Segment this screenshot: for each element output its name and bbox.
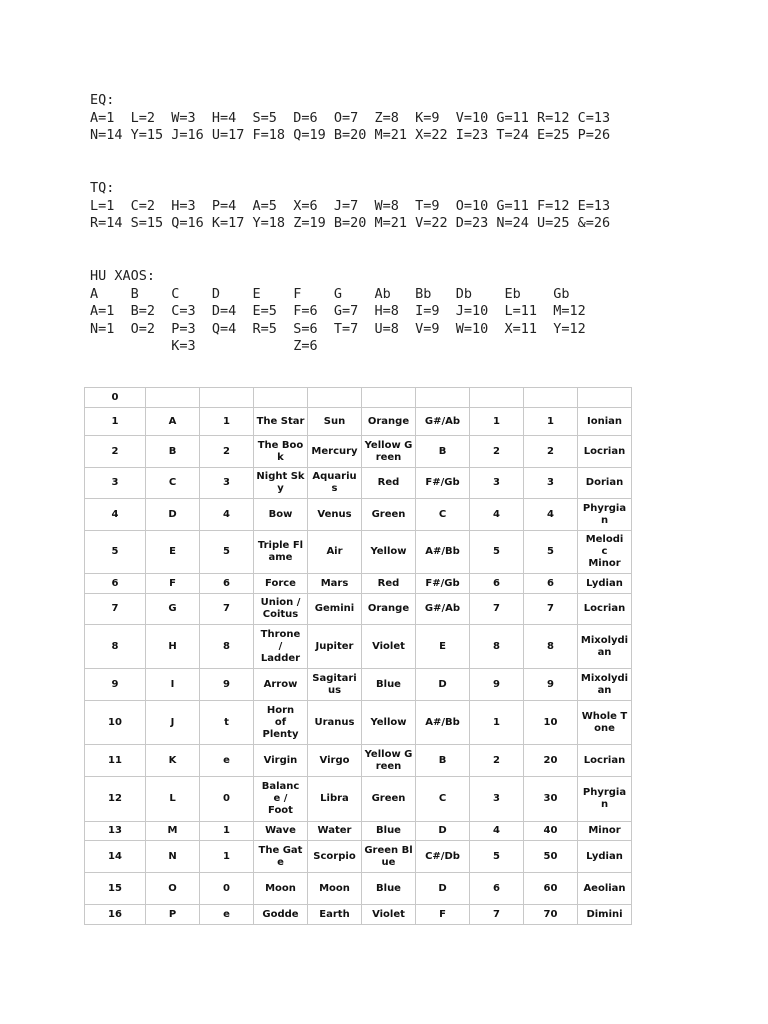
cell-index: 10 — [85, 701, 146, 745]
cell-scaled: 20 — [524, 745, 578, 777]
cell-scaled: 10 — [524, 701, 578, 745]
table-row — [85, 388, 632, 408]
cell-planet: Sagitarius — [308, 669, 362, 701]
tq-line: R=14 S=15 Q=16 K=17 Y=18 Z=19 B=20 M=21 V=22 D=23 N=24 U=25 &=26 — [90, 215, 611, 231]
cell-reduced: 7 — [470, 905, 524, 925]
cell-note — [416, 388, 470, 408]
table-row — [85, 669, 632, 701]
cell-color: Yellow Green — [362, 745, 416, 777]
cell-digit: 1 — [200, 822, 254, 841]
cell-note: C — [416, 499, 470, 531]
cell-index: 11 — [85, 745, 146, 777]
cell-planet: Mars — [308, 574, 362, 594]
cell-title: The Star — [254, 408, 308, 436]
hx-line: A=1 B=2 C=3 D=4 E=5 F=6 G=7 H=8 I=9 J=10 L=11 M=12 — [90, 303, 586, 319]
hx-line: HU XAOS: — [90, 268, 156, 284]
cell-planet: Earth — [308, 905, 362, 925]
cell-mode: Melodi c Minor — [578, 531, 632, 574]
cell-digit: 6 — [200, 574, 254, 594]
cell-mode: Lydian — [578, 841, 632, 873]
cell-index: 3 — [85, 468, 146, 499]
cell-color: Orange — [362, 594, 416, 625]
cell-digit: 2 — [200, 436, 254, 468]
cell-title: Night Sky — [254, 468, 308, 499]
cell-reduced: 2 — [470, 745, 524, 777]
cell-digit: 9 — [200, 669, 254, 701]
cell-index: 0 — [85, 388, 146, 408]
cell-title: Virgin — [254, 745, 308, 777]
hx-line: N=1 O=2 P=3 Q=4 R=5 S=6 T=7 U=8 V=9 W=10 X=11 Y=12 — [90, 320, 586, 337]
table-row — [85, 574, 632, 594]
cell-reduced: 5 — [470, 841, 524, 873]
cell-index: 4 — [85, 499, 146, 531]
eq-line: N=14 Y=15 J=16 U=17 F=18 Q=19 B=20 M=21 X=22 I=23 T=24 E=25 P=26 — [90, 127, 611, 143]
cell-letter: B — [146, 436, 200, 468]
cell-index: 13 — [85, 822, 146, 841]
cell-color: Yellow — [362, 701, 416, 745]
cell-title: Wave — [254, 822, 308, 841]
cell-note: F#/Gb — [416, 574, 470, 594]
cell-index: 6 — [85, 574, 146, 594]
cell-color: Green — [362, 499, 416, 531]
cell-reduced: 8 — [470, 625, 524, 669]
correspondence-table — [84, 387, 632, 925]
cell-index: 12 — [85, 777, 146, 822]
table-row — [85, 822, 632, 841]
cell-index: 16 — [85, 905, 146, 925]
cell-digit: 5 — [200, 531, 254, 574]
cell-title: The Gate — [254, 841, 308, 873]
cell-mode: Whole Tone — [578, 701, 632, 745]
cell-note: A#/Bb — [416, 701, 470, 745]
cell-title: Force — [254, 574, 308, 594]
table-row — [85, 701, 632, 745]
cell-reduced: 3 — [470, 777, 524, 822]
cell-reduced: 9 — [470, 669, 524, 701]
cell-scaled: 60 — [524, 873, 578, 905]
cell-reduced: 6 — [470, 873, 524, 905]
cell-planet: Sun — [308, 408, 362, 436]
table-row — [85, 499, 632, 531]
cell-color: Red — [362, 468, 416, 499]
cell-digit: 3 — [200, 468, 254, 499]
cell-note: A#/Bb — [416, 531, 470, 574]
cell-letter: I — [146, 669, 200, 701]
cell-letter: C — [146, 468, 200, 499]
cell-mode: Mixolydian — [578, 669, 632, 701]
cell-reduced: 2 — [470, 436, 524, 468]
table-row — [85, 408, 632, 436]
cell-planet: Mercury — [308, 436, 362, 468]
cell-planet: Virgo — [308, 745, 362, 777]
cell-letter — [146, 388, 200, 408]
cell-letter: L — [146, 777, 200, 822]
cell-digit — [200, 388, 254, 408]
cell-digit: 1 — [200, 841, 254, 873]
eq-line: EQ: — [90, 92, 115, 108]
cell-scaled: 8 — [524, 625, 578, 669]
cell-color: Yellow Green — [362, 436, 416, 468]
cell-title: Arrow — [254, 669, 308, 701]
cell-digit: e — [200, 905, 254, 925]
cell-note: D — [416, 669, 470, 701]
cell-planet: Venus — [308, 499, 362, 531]
cell-title: Horn of Plenty — [254, 701, 308, 745]
hx-line: A B C D E F G Ab Bb Db Eb Gb — [90, 285, 570, 302]
cell-letter: D — [146, 499, 200, 531]
cell-color: Green — [362, 777, 416, 822]
cell-digit: 8 — [200, 625, 254, 669]
cell-planet — [308, 388, 362, 408]
cell-color: Violet — [362, 625, 416, 669]
cell-reduced: 4 — [470, 822, 524, 841]
cell-planet: Scorpio — [308, 841, 362, 873]
cell-planet: Uranus — [308, 701, 362, 745]
tq-cipher-block — [90, 180, 610, 233]
table-row — [85, 841, 632, 873]
table-row — [85, 745, 632, 777]
cell-letter: H — [146, 625, 200, 669]
cell-note: D — [416, 873, 470, 905]
cell-scaled: 40 — [524, 822, 578, 841]
cell-letter: P — [146, 905, 200, 925]
cell-title: Bow — [254, 499, 308, 531]
cell-note: B — [416, 436, 470, 468]
cell-title: Union / Coitus — [254, 594, 308, 625]
cell-planet: Air — [308, 531, 362, 574]
cell-letter: M — [146, 822, 200, 841]
cell-digit: e — [200, 745, 254, 777]
cell-mode: Locrian — [578, 436, 632, 468]
eq-cipher-block — [90, 92, 610, 145]
cell-color: Red — [362, 574, 416, 594]
table-row — [85, 594, 632, 625]
cell-color: Yellow — [362, 531, 416, 574]
cell-index: 5 — [85, 531, 146, 574]
cell-planet: Aquarius — [308, 468, 362, 499]
cell-scaled: 70 — [524, 905, 578, 925]
cell-planet: Jupiter — [308, 625, 362, 669]
cell-note: F#/Gb — [416, 468, 470, 499]
hx-line: K=3 Z=6 — [90, 338, 318, 354]
cell-letter: F — [146, 574, 200, 594]
cell-reduced: 1 — [470, 701, 524, 745]
cell-mode: Locrian — [578, 745, 632, 777]
cell-mode: Aeolian — [578, 873, 632, 905]
table-row — [85, 625, 632, 669]
cell-mode: Dimini — [578, 905, 632, 925]
cell-mode: Phyrgian — [578, 499, 632, 531]
cell-color: Violet — [362, 905, 416, 925]
cell-title: Balanc e / Foot — [254, 777, 308, 822]
cell-reduced: 4 — [470, 499, 524, 531]
cell-title: Godde — [254, 905, 308, 925]
eq-line: A=1 L=2 W=3 H=4 S=5 D=6 O=7 Z=8 K=9 V=10 G=11 R=12 C=13 — [90, 109, 611, 126]
cell-color — [362, 388, 416, 408]
cell-letter: O — [146, 873, 200, 905]
cell-title: Triple Flame — [254, 531, 308, 574]
cell-scaled: 9 — [524, 669, 578, 701]
cell-planet: Moon — [308, 873, 362, 905]
cell-reduced — [470, 388, 524, 408]
cell-note: G#/Ab — [416, 594, 470, 625]
cell-digit: 4 — [200, 499, 254, 531]
cell-scaled: 3 — [524, 468, 578, 499]
cell-note: C — [416, 777, 470, 822]
cell-letter: G — [146, 594, 200, 625]
table-row — [85, 531, 632, 574]
cell-scaled: 4 — [524, 499, 578, 531]
cell-title: Throne / Ladder — [254, 625, 308, 669]
cell-mode: Locrian — [578, 594, 632, 625]
table-row — [85, 468, 632, 499]
table-row — [85, 777, 632, 822]
cell-digit: t — [200, 701, 254, 745]
cell-scaled: 7 — [524, 594, 578, 625]
cell-note: F — [416, 905, 470, 925]
cell-mode — [578, 388, 632, 408]
cell-planet: Libra — [308, 777, 362, 822]
cell-reduced: 7 — [470, 594, 524, 625]
cell-scaled: 5 — [524, 531, 578, 574]
tq-line: L=1 C=2 H=3 P=4 A=5 X=6 J=7 W=8 T=9 O=10 G=11 F=12 E=13 — [90, 197, 611, 214]
cell-mode: Phyrgian — [578, 777, 632, 822]
table-row — [85, 905, 632, 925]
cell-color: Blue — [362, 822, 416, 841]
cell-mode: Minor — [578, 822, 632, 841]
cell-letter: K — [146, 745, 200, 777]
cell-title — [254, 388, 308, 408]
cell-index: 7 — [85, 594, 146, 625]
cell-index: 14 — [85, 841, 146, 873]
cell-scaled: 1 — [524, 408, 578, 436]
hu-xaos-cipher-block — [90, 268, 586, 356]
cell-reduced: 5 — [470, 531, 524, 574]
cell-planet: Water — [308, 822, 362, 841]
cell-letter: A — [146, 408, 200, 436]
cell-scaled: 50 — [524, 841, 578, 873]
cell-digit: 0 — [200, 873, 254, 905]
tq-line: TQ: — [90, 180, 115, 196]
cell-title: The Book — [254, 436, 308, 468]
cell-digit: 0 — [200, 777, 254, 822]
cell-reduced: 6 — [470, 574, 524, 594]
cell-scaled: 2 — [524, 436, 578, 468]
cell-reduced: 1 — [470, 408, 524, 436]
cell-mode: Mixolydian — [578, 625, 632, 669]
cell-scaled — [524, 388, 578, 408]
cell-index: 9 — [85, 669, 146, 701]
cell-index: 1 — [85, 408, 146, 436]
cell-title: Moon — [254, 873, 308, 905]
cell-color: Green Blue — [362, 841, 416, 873]
cell-planet: Gemini — [308, 594, 362, 625]
cell-mode: Ionian — [578, 408, 632, 436]
cell-note: D — [416, 822, 470, 841]
cell-index: 2 — [85, 436, 146, 468]
cell-scaled: 6 — [524, 574, 578, 594]
cell-note: E — [416, 625, 470, 669]
cell-note: G#/Ab — [416, 408, 470, 436]
cell-digit: 7 — [200, 594, 254, 625]
cell-scaled: 30 — [524, 777, 578, 822]
cell-note: C#/Db — [416, 841, 470, 873]
cell-color: Orange — [362, 408, 416, 436]
cell-letter: E — [146, 531, 200, 574]
table-row — [85, 436, 632, 468]
cell-reduced: 3 — [470, 468, 524, 499]
cell-index: 15 — [85, 873, 146, 905]
cell-letter: J — [146, 701, 200, 745]
cell-mode: Dorian — [578, 468, 632, 499]
cell-letter: N — [146, 841, 200, 873]
cell-color: Blue — [362, 873, 416, 905]
cell-mode: Lydian — [578, 574, 632, 594]
cell-index: 8 — [85, 625, 146, 669]
cell-digit: 1 — [200, 408, 254, 436]
table-row — [85, 873, 632, 905]
cell-color: Blue — [362, 669, 416, 701]
cell-note: B — [416, 745, 470, 777]
